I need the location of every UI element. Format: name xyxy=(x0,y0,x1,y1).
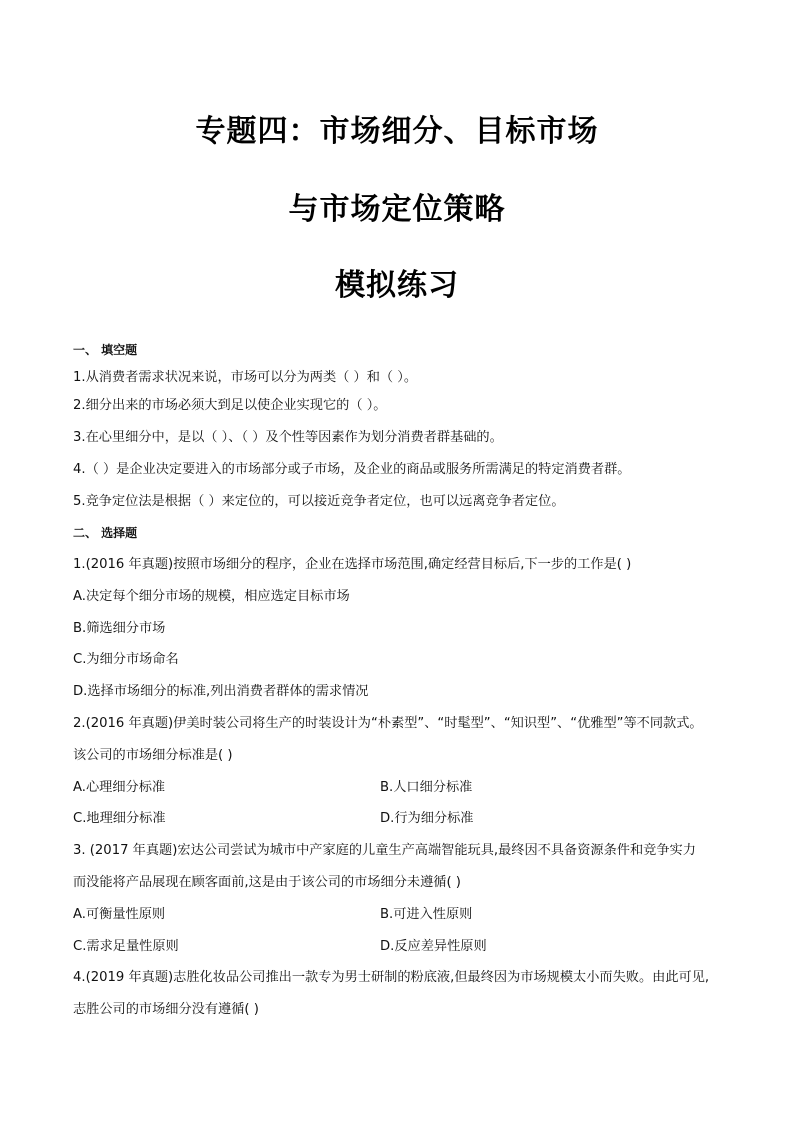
page-title-line-2: 与市场定位策略 xyxy=(288,192,506,227)
fill-in-question-1: 1.从消费者需求状况来说，市场可以分为两类（ ）和（ ）。 xyxy=(73,370,418,385)
choice-q2-option-b: B.人口细分标准 xyxy=(380,780,473,795)
choice-q3-stem-line-2: 而没能将产品展现在顾客面前,这是由于该公司的市场细分未遵循( ) xyxy=(73,875,461,890)
choice-q3-option-b: B.可进入性原则 xyxy=(380,907,473,922)
fill-in-question-4: 4.（ ）是企业决定要进入的市场部分或子市场，及企业的商品或服务所需满足的特定消费者群。 xyxy=(73,462,631,477)
choice-q2-stem-line-1: 2.(2016 年真题)伊美时装公司将生产的时装设计为“朴素型”、“时髦型”、“知识型”、“优雅型”等不同款式。 xyxy=(73,716,703,731)
fill-in-question-5: 5.竞争定位法是根据（ ）来定位的，可以接近竞争者定位，也可以远离竞争者定位。 xyxy=(73,494,565,509)
page-title-line-3: 模拟练习 xyxy=(335,268,459,303)
choice-q1-option-a: A.决定每个细分市场的规模，相应选定目标市场 xyxy=(73,589,350,604)
choice-q1-option-b: B.筛选细分市场 xyxy=(73,621,166,636)
choice-q1-option-d: D.选择市场细分的标准,列出消费者群体的需求情况 xyxy=(73,684,369,699)
choice-q4-stem-line-1: 4.(2019 年真题)志胜化妆品公司推出一款专为男士研制的粉底液,但最终因为市场规模太小而失败。由此可见, xyxy=(73,970,710,985)
choice-q3-option-c: C.需求足量性原则 xyxy=(73,939,179,954)
choice-q3-option-a: A.可衡量性原则 xyxy=(73,907,166,922)
choice-q2-stem-line-2: 该公司的市场细分标准是( ) xyxy=(73,748,233,763)
choice-q1-stem: 1.(2016 年真题)按照市场细分的程序，企业在选择市场范围,确定经营目标后,下一步的工作是( ) xyxy=(73,557,632,572)
choice-q2-option-a: A.心理细分标准 xyxy=(73,780,166,795)
section-heading-choice: 二、 选择题 xyxy=(73,526,138,540)
fill-in-question-3: 3.在心里细分中，是以（ ）、（ ）及个性等因素作为划分消费者群基础的。 xyxy=(73,430,503,445)
choice-q2-option-c: C.地理细分标准 xyxy=(73,811,166,826)
choice-q4-stem-line-2: 志胜公司的市场细分没有遵循( ) xyxy=(73,1002,259,1017)
choice-q3-option-d: D.反应差异性原则 xyxy=(380,939,487,954)
choice-q1-option-c: C.为细分市场命名 xyxy=(73,652,179,667)
page-title-line-1: 专题四：市场细分、目标市场 xyxy=(195,114,599,149)
choice-q2-option-d: D.行为细分标准 xyxy=(380,811,474,826)
fill-in-question-2: 2.细分出来的市场必须大到足以使企业实现它的（ ）。 xyxy=(73,398,387,413)
section-heading-fill-in: 一、 填空题 xyxy=(73,343,138,357)
choice-q3-stem-line-1: 3. (2017 年真题)宏达公司尝试为城市中产家庭的儿童生产高端智能玩具,最终因不具备资源条件和竞争实力 xyxy=(73,843,696,858)
